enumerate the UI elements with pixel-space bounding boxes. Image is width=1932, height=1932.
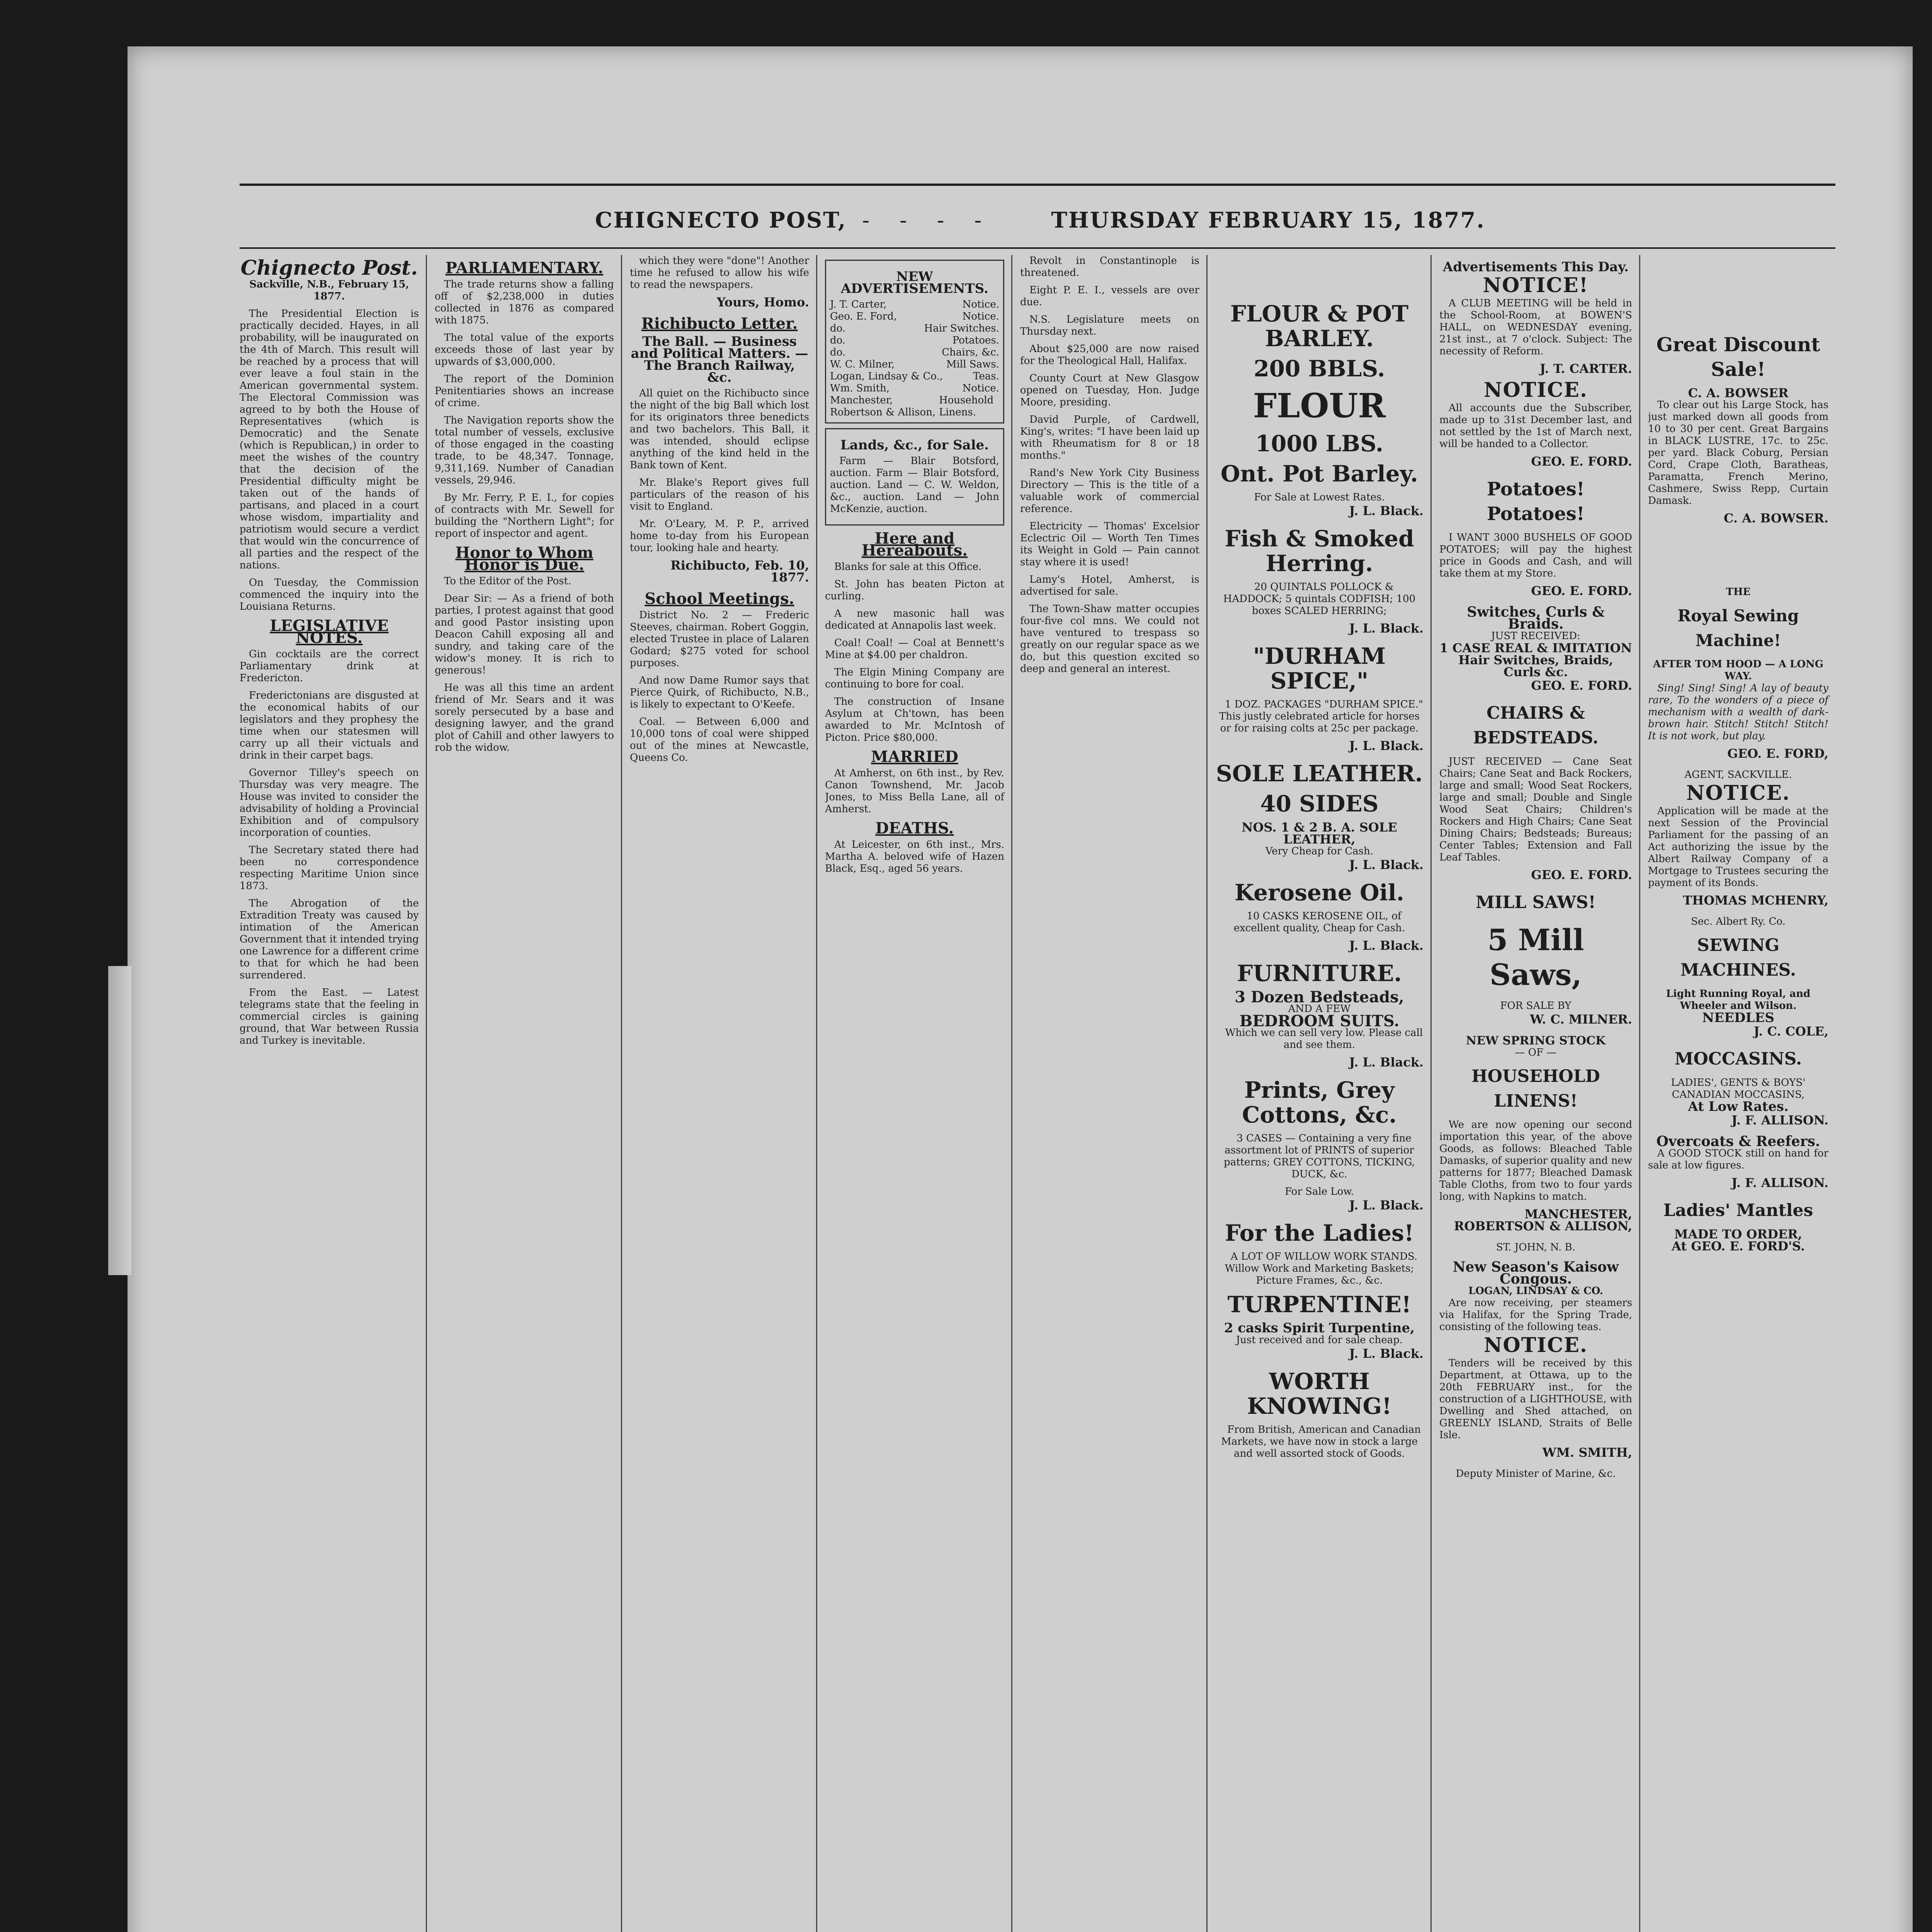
- page-content: [128, 46, 1913, 1932]
- list-item: Wm. Smith, Notice.: [830, 383, 999, 394]
- article-paragraph: District No. 2 — Frederic Steeves, chairman. Robert Goggin, elected Trustee in place of Lalaren Godard; $275 voted for school purposes.: [630, 609, 809, 669]
- article-paragraph: Frederictonians are disgusted at the economical habits of our legislators and they prophesy the time when our statesmen will carry up all their victuals and drink in their carpet bags.: [240, 690, 419, 761]
- article-paragraph: The Abrogation of the Extradition Treaty was caused by intimation of the American Government that it intended trying one Lawrence for a different crime to that for which he had been surrendered.: [240, 898, 419, 981]
- section-heading: PARLIAMENTARY.: [445, 259, 604, 277]
- article-paragraph: All quiet on the Richibucto since the night of the big Ball which lost for its originators three benedicts and two bachelors. This Ball, it was intended, should eclipse anything of the kind held in the Bank town of Kent.: [630, 388, 809, 471]
- section-heading: Honor to Whom Honor is Due.: [455, 544, 594, 574]
- article-paragraph: The Navigation reports show the total number of vessels, exclusive of those engaged in the coasting trade, to be 48,347. Tonnage, 9,311,169. Number of Canadian vessels, 29,946.: [435, 415, 614, 486]
- ad-title: Fish & Smoked Herring.: [1225, 526, 1414, 577]
- ad-text: For Sale at Lowest Rates.: [1254, 492, 1385, 503]
- ad-subtitle: 200 BBLS.: [1253, 355, 1385, 382]
- ad-title: SOLE LEATHER.: [1216, 760, 1423, 787]
- ad-title: CHAIRS & BEDSTEADS.: [1473, 703, 1599, 748]
- article-paragraph: N.S. Legislature meets on Thursday next.: [1020, 314, 1199, 337]
- ad-title: 5 Mill Saws,: [1487, 923, 1584, 992]
- ad-title: NOTICE.: [1484, 1333, 1588, 1357]
- ad-title: HOUSEHOLD LINENS!: [1471, 1066, 1600, 1111]
- ad-subtitle: NOS. 1 & 2 B. A. SOLE LEATHER,: [1242, 820, 1397, 847]
- ad-text: Very Cheap for Cash.: [1265, 845, 1374, 857]
- ad-subtitle: LOGAN, LINDSAY & CO.: [1468, 1285, 1603, 1297]
- ad-title: NOTICE.: [1686, 781, 1790, 805]
- ad-title: FLOUR & POT BARLEY.: [1230, 301, 1409, 352]
- ad-text: From British, American and Canadian Markets, we have now in stock a large and well assorted stock of Goods.: [1221, 1424, 1421, 1459]
- new-ads-box: [825, 260, 1004, 423]
- ad-subtitle: At Low Rates.: [1688, 1099, 1789, 1114]
- column-5: [1020, 255, 1208, 1932]
- ad-signature: J. L. Black.: [1349, 1346, 1423, 1361]
- section-heading: Lands, &c., for Sale.: [840, 437, 989, 453]
- ad-subtitle: AFTER TOM HOOD — A LONG WAY.: [1653, 658, 1823, 682]
- ad-title: New Season's Kaisow Congous.: [1452, 1259, 1619, 1287]
- column-1: [240, 255, 427, 1932]
- ad-text: All accounts due the Subscriber, made up to 31st December last, and not settled by the 1st of March next, will be handed to a Collector.: [1439, 402, 1632, 450]
- letter-signoff: Richibucto, Feb. 10, 1877.: [670, 558, 809, 585]
- article-paragraph: At Leicester, on 6th inst., Mrs. Martha A. beloved wife of Hazen Black, Esq., aged 56 years.: [825, 839, 1004, 874]
- section-subheading: The Ball. — Business and Political Matters. — The Branch Railway, &c.: [631, 334, 808, 385]
- ad-title: FURNITURE.: [1237, 960, 1402, 986]
- ad-signature: GEO. E. FORD.: [1531, 678, 1632, 693]
- ad-signature: J. L. Black.: [1349, 938, 1423, 953]
- ad-signature: GEO. E. FORD,: [1727, 746, 1828, 761]
- ad-place: ST. JOHN, N. B.: [1496, 1242, 1575, 1253]
- masthead-date: THURSDAY FEBRUARY 15, 1877.: [1051, 207, 1485, 233]
- article-paragraph: He was all this time an ardent friend of Mr. Sears and it was sorely persecuted by a base and designing lawyer, and the grand plot of Cahill and other lawyers to rob the widow.: [435, 682, 614, 753]
- ad-title: TURPENTINE!: [1227, 1291, 1412, 1318]
- lands-box: [825, 428, 1004, 526]
- ad-text: Are now receiving, per steamers via Halifax, for the Spring Trade, consisting of the following teas.: [1439, 1297, 1632, 1333]
- ad-title: Switches, Curls & Braids.: [1467, 604, 1605, 632]
- article-paragraph: The report of the Dominion Penitentiaries shows an increase of crime.: [435, 373, 614, 409]
- ad-text: JUST RECEIVED — Cane Seat Chairs; Cane Seat and Back Rockers, large and small; Wood Seat Rockers, large and small; Double and Single Wood Seat Chairs; Children's Rockers and High Chairs; Cane Seat Dining Chairs; Bedsteads; Bureaus; Center Tables; Extension and Fall Leaf Tables.: [1439, 756, 1632, 863]
- column-4: [825, 255, 1012, 1932]
- article-paragraph: The total value of the exports exceeds those of last year by upwards of $3,000,000.: [435, 332, 614, 367]
- article-paragraph: Blanks for sale at this Office.: [834, 561, 982, 573]
- ad-signature: GEO. E. FORD.: [1531, 454, 1632, 469]
- column-6: [1215, 255, 1432, 1932]
- list-item: do. Hair Switches.: [830, 323, 999, 334]
- list-item: W. C. Milner, Mill Saws.: [830, 359, 999, 370]
- ad-role: AGENT, SACKVILLE.: [1684, 769, 1792, 781]
- section-heading: Advertisements This Day.: [1443, 259, 1629, 275]
- article-paragraph: Rand's New York City Business Directory — This is the title of a valuable work of commercial reference.: [1020, 467, 1199, 515]
- ad-signature: J. L. Black.: [1349, 1055, 1423, 1070]
- ad-subtitle: 1000 LBS.: [1255, 430, 1384, 457]
- ad-title: NOTICE.: [1484, 378, 1588, 402]
- ad-title: Prints, Grey Cottons, &c.: [1242, 1077, 1397, 1128]
- editorial-title: Chignecto Post.: [240, 256, 418, 280]
- article-paragraph: A new masonic hall was dedicated at Annapolis last week.: [825, 608, 1004, 631]
- ad-text: Sing! Sing! Sing! A lay of beauty rare, To the wonders of a piece of mechanism with a wealth of dark-brown hair. Stitch! Stitch! Stitch! It is not work, but play.: [1648, 682, 1828, 742]
- ad-text: A GOOD STOCK still on hand for sale at low figures.: [1648, 1148, 1828, 1171]
- ad-subtitle: Light Running Royal, and Wheeler and Wilson.: [1666, 988, 1811, 1012]
- lands-list: Farm — Blair Botsford, auction. Farm — Blair Botsford, auction. Land — C. W. Weldon, &c., auction. Land — John McKenzie, auction.: [830, 455, 999, 515]
- article-paragraph: David Purple, of Cardwell, King's, writes: "I have been laid up with Rheumatism for 8 or 18 months.": [1020, 414, 1199, 461]
- section-heading: LEGISLATIVE NOTES.: [270, 617, 389, 647]
- ad-text: AND A FEW: [1288, 1003, 1351, 1015]
- ad-text: 10 CASKS KEROSENE OIL, of excellent quality, Cheap for Cash.: [1233, 910, 1405, 934]
- ad-signature: J. C. COLE,: [1753, 1024, 1828, 1039]
- article-paragraph: The Town-Shaw matter occupies four-five col mns. We could not have ventured to trespass so greatly on our regular space as we do, but this question excited so deep and general an interest.: [1020, 603, 1199, 675]
- list-item: J. T. Carter, Notice.: [830, 299, 999, 310]
- ad-signature: J. F. ALLISON.: [1731, 1175, 1828, 1190]
- ad-role: Sec. Albert Ry. Co.: [1691, 916, 1786, 927]
- article-paragraph: Eight P. E. I., vessels are over due.: [1020, 284, 1199, 308]
- ad-title: NOTICE!: [1483, 274, 1589, 297]
- ad-subtitle: Ont. Pot Barley.: [1221, 461, 1418, 487]
- ad-subtitle: LADIES', GENTS & BOYS' CANADIAN MOCCASINS,: [1671, 1077, 1806, 1100]
- article-paragraph: The Elgin Mining Company are continuing to bore for coal.: [825, 667, 1004, 690]
- ad-subtitle: 2 casks Spirit Turpentine,: [1224, 1320, 1415, 1336]
- ad-text: For Sale Low.: [1285, 1186, 1354, 1197]
- ad-subtitle: FOR SALE BY: [1500, 1000, 1571, 1012]
- ad-text: 20 QUINTALS POLLOCK & HADDOCK; 5 quintals CODFISH; 100 boxes SCALED HERRING;: [1223, 581, 1416, 617]
- column-7: [1439, 255, 1640, 1932]
- ad-text: Application will be made at the next Session of the Provincial Parliament for the passing of an Act authorizing the issue by the Albert Railway Company of a Mortgage to Trustees securing the payment of its Bonds.: [1648, 805, 1828, 889]
- column-2: [435, 255, 622, 1932]
- article-paragraph: The trade returns show a falling off of $2,238,000 in duties collected in 1876 as compared with 1875.: [435, 279, 614, 326]
- ad-title: MILL SAWS!: [1476, 893, 1596, 912]
- ad-signature: J. L. Black.: [1349, 738, 1423, 753]
- ad-signature: J. L. Black.: [1349, 503, 1423, 518]
- ad-title: Royal Sewing Machine!: [1677, 606, 1799, 650]
- section-heading: DEATHS.: [875, 819, 954, 837]
- ad-title: "DURHAM SPICE,": [1253, 643, 1386, 694]
- ad-text: A CLUB MEETING will be held in the School-Room, at BOWEN'S HALL, on WEDNESDAY evening, 21st inst., at 7 o'clock. Subject: The necessity of Reform.: [1439, 298, 1632, 357]
- article-paragraph: which they were "done"! Another time he refused to allow his wife to read the newspapers.: [630, 255, 809, 291]
- ad-title: SEWING MACHINES.: [1680, 935, 1796, 980]
- article-paragraph: Electricity — Thomas' Excelsior Eclectric Oil — Worth Ten Times its Weight in Gold — Pain cannot stay where it is used!: [1020, 520, 1199, 568]
- ad-title: Overcoats & Reefers.: [1656, 1133, 1820, 1150]
- masthead-paper-name: CHIGNECTO POST,: [595, 207, 847, 233]
- list-item: Manchester, Robertson & Allison, Household Linens.: [830, 395, 994, 418]
- article-paragraph: Mr. O'Leary, M. P. P., arrived home to-day from his European tour, looking hale and hearty.: [630, 518, 809, 554]
- article-paragraph: On Tuesday, the Commission commenced the inquiry into the Louisiana Returns.: [240, 577, 419, 612]
- ad-text: I WANT 3000 BUSHELS OF GOOD POTATOES; will pay the highest price in Goods and Cash, and will take them at my Store.: [1439, 532, 1632, 579]
- list-item: Geo. E. Ford, Notice.: [830, 311, 999, 322]
- ad-signature: J. L. Black.: [1349, 621, 1423, 636]
- article-paragraph: The construction of Insane Asylum at Ch'town, has been awarded to Mr. McIntosh of Picton. Price $80,000.: [825, 696, 1004, 743]
- section-heading: NEW ADVERTISEMENTS.: [840, 269, 988, 296]
- section-heading: School Meetings.: [645, 590, 794, 608]
- dateline: Sackville, N.B., February 15, 1877.: [249, 279, 409, 302]
- ad-text: Just received and for sale cheap.: [1236, 1334, 1403, 1346]
- ad-signature: C. A. BOWSER.: [1724, 511, 1828, 526]
- article-paragraph: The Secretary stated there had been no correspondence respecting Maritime Union since 1873.: [240, 844, 419, 892]
- ad-subtitle: 40 SIDES: [1260, 791, 1379, 817]
- section-heading: Richibucto Letter.: [641, 315, 798, 333]
- ad-title: For the Ladies!: [1225, 1220, 1414, 1246]
- ad-subtitle: JUST RECEIVED:: [1491, 630, 1580, 642]
- ad-subtitle: THE: [1726, 586, 1751, 598]
- ad-subtitle: NEW SPRING STOCK: [1466, 1034, 1606, 1048]
- column-8: [1648, 255, 1835, 1932]
- article-paragraph: And now Dame Rumor says that Pierce Quirk, of Richibucto, N.B., is likely to expectant to O'Keefe.: [630, 675, 809, 710]
- ad-subtitle: — OF —: [1515, 1047, 1557, 1058]
- ad-text: 1 CASE REAL & IMITATION Hair Switches, Braids, Curls &c.: [1439, 641, 1632, 679]
- ad-signature: J. L. Black.: [1349, 1198, 1423, 1213]
- article-paragraph: The Presidential Election is practically decided. Hayes, in all probability, will be inaugurated on the 4th of March. This result will be reached by a process that will ever leave a foul stain in the American governmental system. The Electoral Commission was agreed to by both the House of Representatives (which is Democratic) and the Senate (which is Republican,) in order to meet the wishes of the country that the decision of the Presidential difficulty might be taken out of the hands of partisans, and placed in a court whose wisdom, impartiality and patriotism would secure a verdict that would win the concurrence of all parties and the respect of the nations.: [240, 308, 419, 571]
- ad-text: Tenders will be received by this Department, at Ottawa, up to the 20th FEBRUARY inst., for the construction of a LIGHTHOUSE, with Dwelling and Shed attached, on GREENLY ISLAND, Straits of Belle Isle.: [1439, 1357, 1632, 1441]
- article-paragraph: To the Editor of the Post.: [444, 575, 571, 587]
- article-paragraph: From the East. — Latest telegrams state that the feeling in commercial circles is gaining ground, that War between Russia and Turkey is inevitable.: [240, 987, 419, 1046]
- ad-title: MOCCASINS.: [1674, 1049, 1802, 1069]
- section-heading: Here and Hereabouts.: [861, 529, 968, 560]
- ad-signature: J. T. CARTER.: [1539, 361, 1632, 376]
- masthead: [240, 201, 1835, 240]
- ad-signature: WM. SMITH,: [1542, 1445, 1632, 1460]
- ad-subtitle: MADE TO ORDER,: [1674, 1227, 1802, 1242]
- ad-text: Which we can sell very low. Please call and see them.: [1225, 1027, 1423, 1051]
- ad-subtitle: BEDROOM SUITS.: [1239, 1012, 1400, 1030]
- masthead-rule: [240, 247, 1835, 249]
- section-heading: MARRIED: [871, 748, 958, 766]
- ad-title: Kerosene Oil.: [1235, 879, 1404, 906]
- ad-text: We are now opening our second importation this year, of the above Goods, as follows: Bleached Table Damasks, of superior quality and new patterns for 1877; Bleached Damask Table Cloths, from two to four yards long, with Napkins to match.: [1439, 1119, 1632, 1202]
- ad-signature: GEO. E. FORD.: [1531, 867, 1632, 882]
- ad-signature: W. C. MILNER.: [1530, 1012, 1632, 1027]
- masthead-dashes: - - - -: [862, 207, 993, 233]
- article-paragraph: Dear Sir: — As a friend of both parties, I protest against that good and good Pastor insisting upon Deacon Cahill exposing all and sundry, and taking care of the widow's money. It is rich to generous!: [435, 593, 614, 676]
- article-paragraph: About $25,000 are now raised for the Theological Hall, Halifax.: [1020, 343, 1199, 367]
- ad-text: To clear out his Large Stock, has just marked down all goods from 10 to 30 per cent. Great Bargains in BLACK LUSTRE, 17c. to 25c. per yard. Black Coburg, Persian Cord, Crape Cloth, Baratheas, Paramatta, French Merino, Cashmere, Swiss Repp, Curtain Damask.: [1648, 399, 1828, 507]
- article-paragraph: St. John has beaten Picton at curling.: [825, 578, 1004, 602]
- ad-signature: At GEO. E. FORD'S.: [1672, 1239, 1805, 1253]
- ad-signature: MANCHESTER, ROBERTSON & ALLISON,: [1454, 1207, 1632, 1233]
- ad-subtitle: NEEDLES: [1702, 1010, 1774, 1026]
- ad-signature: GEO. E. FORD.: [1531, 583, 1632, 598]
- top-rule: [240, 184, 1835, 186]
- ad-signature: J. L. Black.: [1349, 857, 1423, 872]
- ad-signature: J. F. ALLISON.: [1731, 1113, 1828, 1128]
- ad-subtitle: 3 Dozen Bedsteads,: [1235, 988, 1404, 1006]
- ad-title: WORTH KNOWING!: [1247, 1368, 1392, 1419]
- article-paragraph: County Court at New Glasgow opened on Tuesday, Hon. Judge Moore, presiding.: [1020, 372, 1199, 408]
- list-item: do. Potatoes.: [830, 335, 999, 346]
- article-paragraph: By Mr. Ferry, P. E. I., for copies of contracts with Mr. Sewell for building the "Northern Light"; for report of inspector and agent.: [435, 492, 614, 539]
- article-paragraph: Revolt in Constantinople is threatened.: [1020, 255, 1199, 279]
- article-paragraph: At Amherst, on 6th inst., by Rev. Canon Townshend, Mr. Jacob Jones, to Miss Bella Lane, all of Amherst.: [825, 767, 1004, 815]
- ad-title: Potatoes! Potatoes!: [1487, 478, 1585, 525]
- ad-text: A LOT OF WILLOW WORK STANDS. Willow Work and Marketing Baskets; Picture Frames, &c., &c.: [1225, 1251, 1418, 1286]
- ad-text: 3 CASES — Containing a very fine assortment lot of PRINTS of superior patterns; GREY COTTONS, TICKING, DUCK, &c.: [1224, 1133, 1415, 1180]
- article-paragraph: Mr. Blake's Report gives full particulars of the reason of his visit to England.: [630, 477, 809, 512]
- ad-text: 1 DOZ. PACKAGES "DURHAM SPICE." This justly celebrated article for horses or for raising colts at 25c per package.: [1219, 699, 1423, 734]
- article-paragraph: Coal. — Between 6,000 and 10,000 tons of coal were shipped out of the mines at Newcastle, Queens Co.: [630, 716, 809, 764]
- article-paragraph: Governor Tilley's speech on Thursday was very meagre. The House was invited to consider the advisability of holding a Provincial Exhibition and of compulsory incorporation of counties.: [240, 767, 419, 838]
- ad-role: Deputy Minister of Marine, &c.: [1456, 1468, 1616, 1480]
- column-3: [630, 255, 817, 1932]
- article-paragraph: Coal! Coal! — Coal at Bennett's Mine at $4.00 per chaldron.: [825, 637, 1004, 661]
- list-item: Logan, Lindsay & Co., Teas.: [830, 371, 999, 382]
- ad-subtitle: C. A. BOWSER: [1688, 386, 1789, 400]
- ad-title: Ladies' Mantles: [1663, 1201, 1813, 1220]
- ad-title: FLOUR: [1253, 386, 1386, 425]
- list-item: do. Chairs, &c.: [830, 347, 999, 358]
- ad-title: Great Discount Sale!: [1656, 333, 1820, 381]
- letter-signature: Yours, Homo.: [716, 295, 809, 310]
- article-paragraph: Lamy's Hotel, Amherst, is advertised for sale.: [1020, 574, 1199, 597]
- article-paragraph: Gin cocktails are the correct Parliamentary drink at Fredericton.: [240, 648, 419, 684]
- ad-signature: THOMAS MCHENRY,: [1683, 893, 1828, 908]
